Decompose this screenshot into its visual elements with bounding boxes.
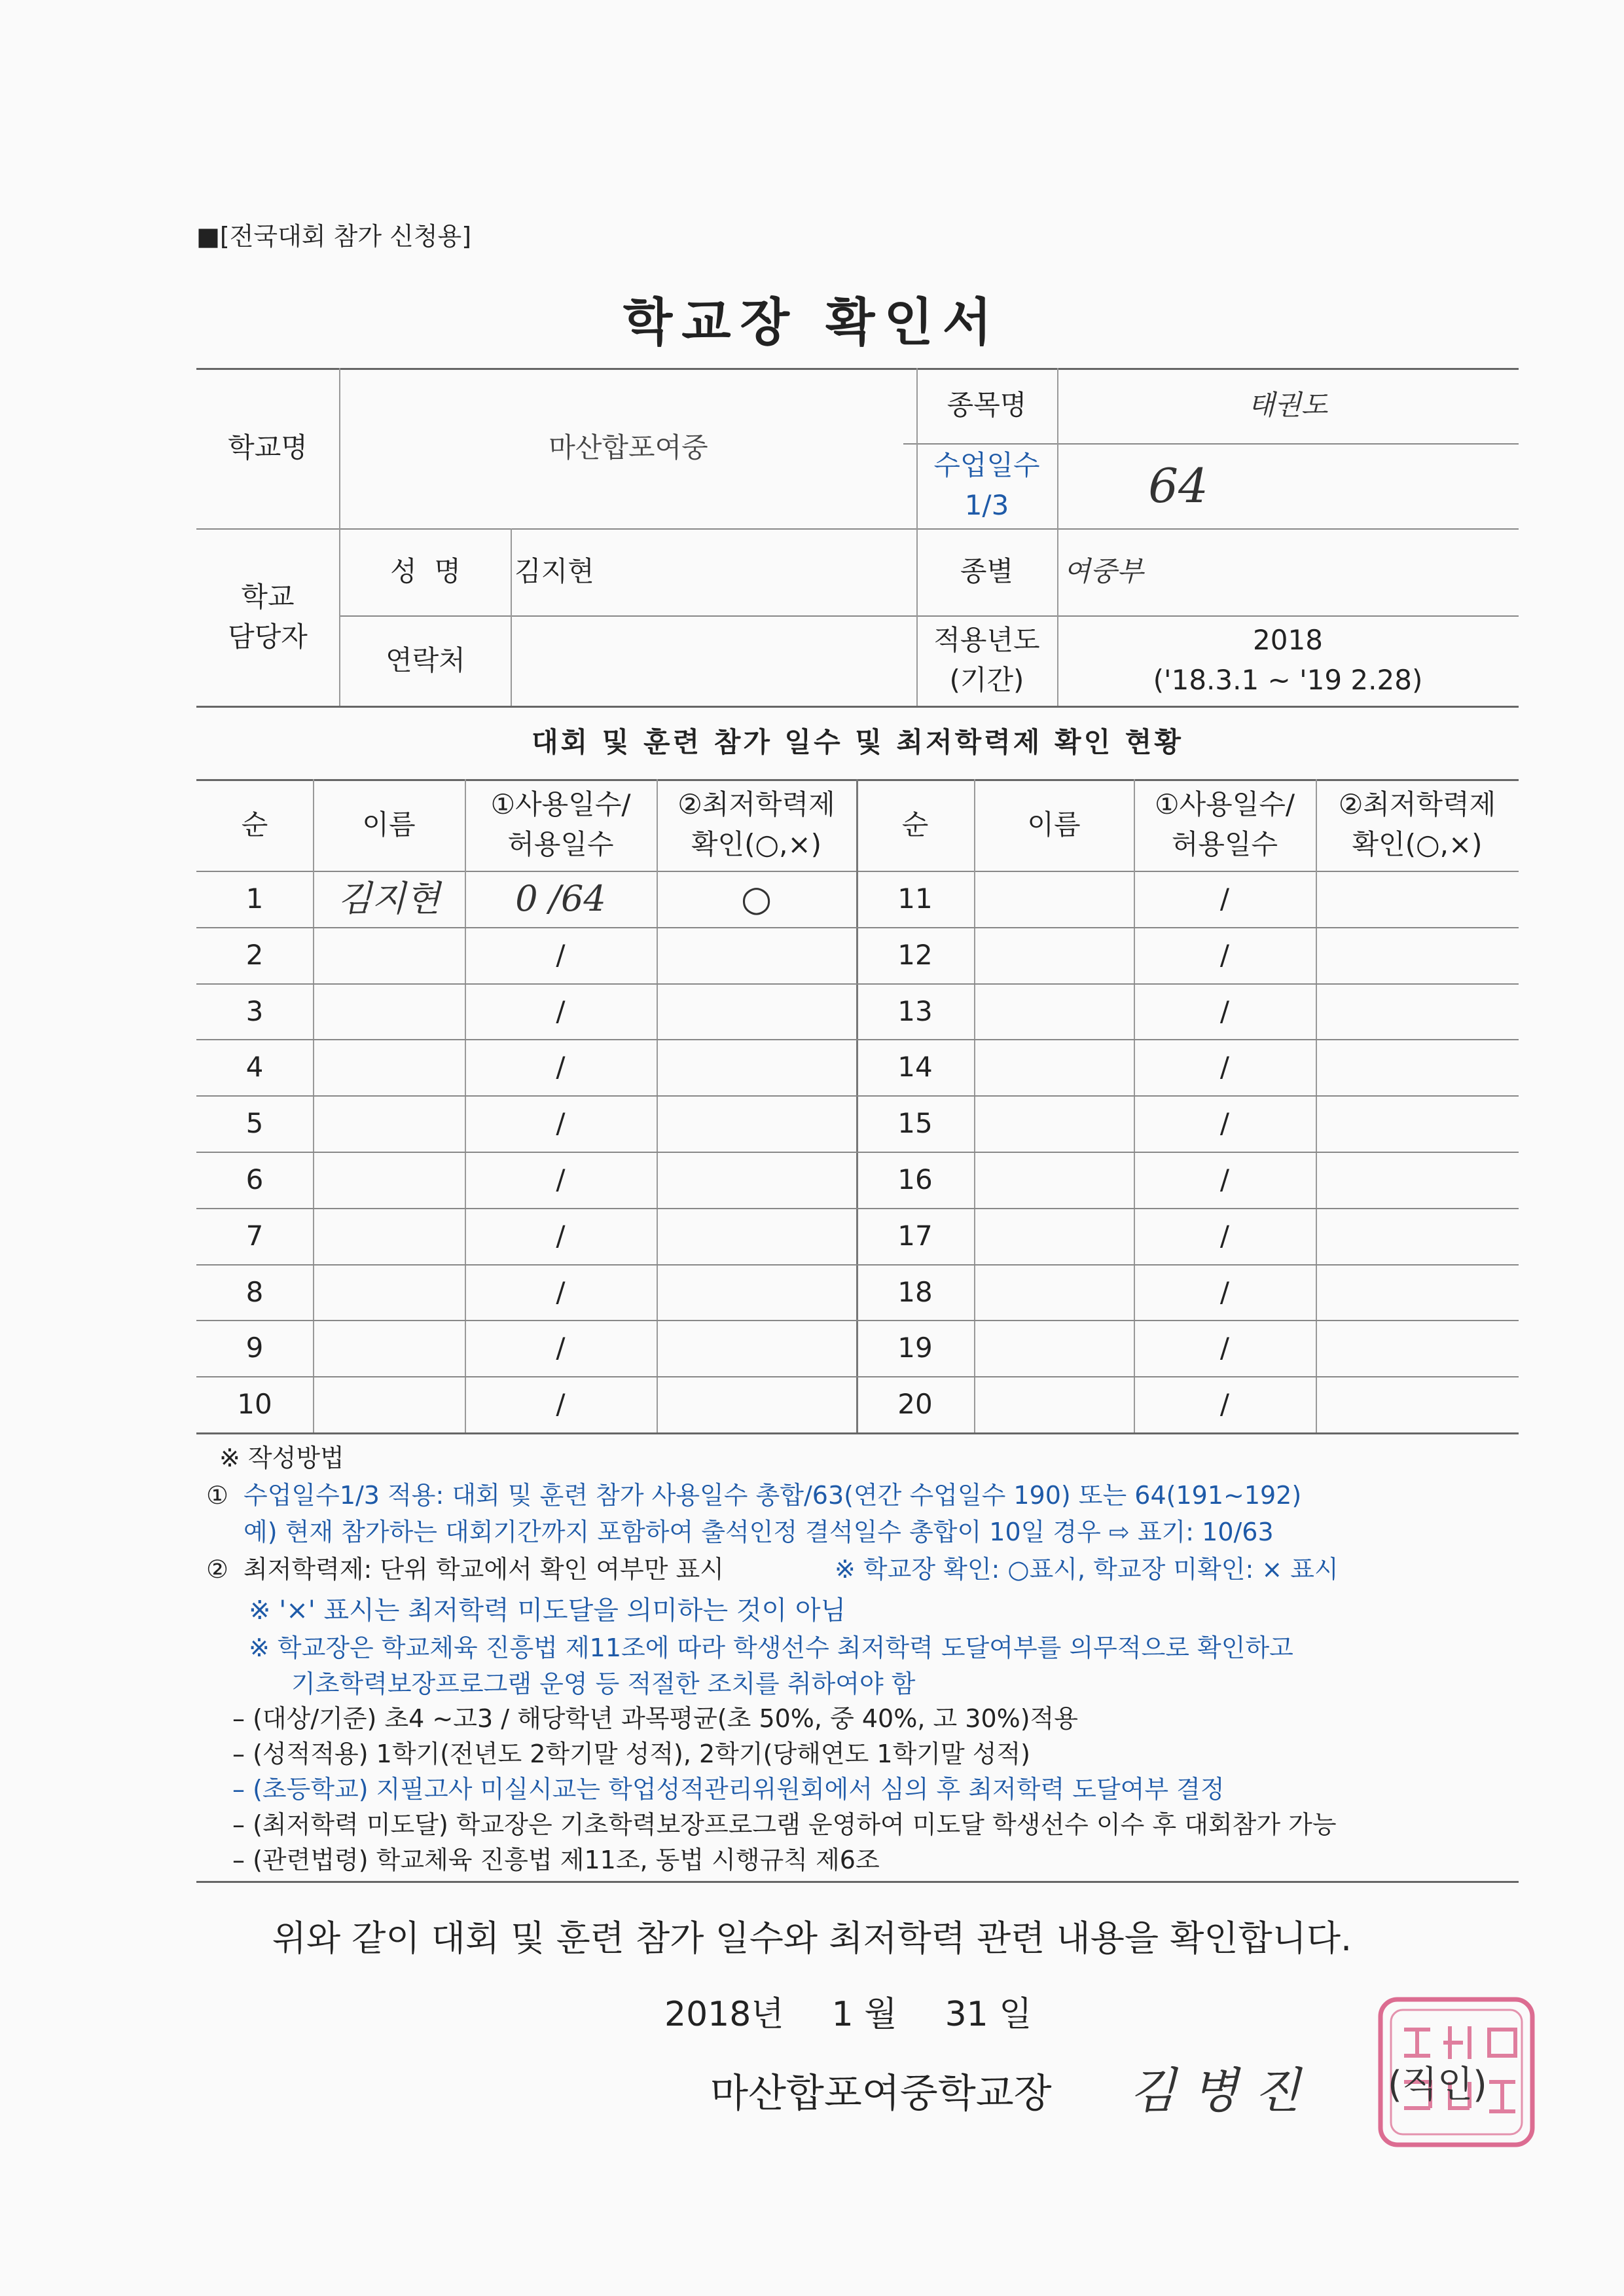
- table-cell-left-name: [313, 1376, 465, 1432]
- table-cell-right-name: [974, 1152, 1134, 1208]
- table-cell-right-name: [974, 927, 1134, 983]
- table-cell-left-check: ○: [740, 877, 772, 919]
- note4-line1: ※ 학교장은 학교체육 진흥법 제11조에 따라 학생선수 최저학력 도달여부를 의무적으로 확인하고: [249, 1633, 1293, 1662]
- table-cell-left-days: /: [556, 1331, 566, 1364]
- col-name-left: 이름: [362, 808, 416, 841]
- table-cell-right-check: [1316, 1376, 1519, 1432]
- contact-value: [511, 615, 916, 706]
- table-cell-left-name: [313, 1039, 465, 1095]
- signer-title: 마산합포여중학교장: [710, 2071, 1052, 2117]
- col-days-left-line2: 허용일수: [507, 828, 614, 860]
- table-cell-left-days: /: [556, 1163, 566, 1195]
- table-cell-left-days: /: [556, 994, 566, 1027]
- event-label: 종목명: [947, 389, 1027, 422]
- table-cell-right-days: /: [1219, 1331, 1230, 1364]
- seal-label: (직인): [1388, 2064, 1487, 2106]
- table-cell-left-days: 0 /64: [515, 877, 606, 919]
- table-cell-right-no: 15: [897, 1106, 933, 1139]
- col-check-left: [657, 779, 856, 871]
- table-cell-right-name: [974, 1095, 1134, 1152]
- table-cell-left-no: 8: [245, 1275, 264, 1308]
- table-cell-right-days: /: [1219, 1387, 1230, 1420]
- table-cell-right-no: 16: [897, 1163, 933, 1195]
- table-cell-right-days: /: [1219, 938, 1230, 971]
- table-cell-right-days: /: [1219, 1106, 1230, 1139]
- date-month: 1: [831, 1995, 854, 2034]
- table-cell-left-check: [657, 1039, 856, 1095]
- table-cell-left-check: [657, 1264, 856, 1321]
- table-cell-left-check: [657, 1376, 856, 1432]
- col-check-left-line1: ②최저학력제: [677, 788, 835, 821]
- note1-line2: 예) 현재 참가하는 대회기간까지 포함하여 출석인정 결석일수 총합이 10일 경우 ⇨ 표기: 10/63: [244, 1518, 1274, 1546]
- staff-label-line1: 학교: [241, 580, 295, 613]
- note1-line1: 수업일수1/3 적용: 대회 및 훈련 참가 사용일수 총합/63(연간 수업일수 190) 또는 64(191~192): [244, 1481, 1302, 1510]
- table-cell-right-check: [1316, 871, 1519, 927]
- table-cell-left-check: [657, 1320, 856, 1376]
- table-cell-right-name: [974, 1376, 1134, 1432]
- table-cell-left-name: [313, 1320, 465, 1376]
- col-check-right-line1: ②최저학력제: [1338, 788, 1496, 821]
- table-cell-right-check: [1316, 1264, 1519, 1321]
- table-cell-left-no: 2: [245, 938, 264, 971]
- note2-line2: ※ 학교장 확인: ○표시, 학교장 미확인: × 표시: [835, 1555, 1339, 1584]
- detail5: – (관련법령) 학교체육 진흥법 제11조, 동법 시행규칙 제6조: [232, 1846, 880, 1874]
- year-value: [1057, 615, 1519, 706]
- table-cell-left-check: [657, 1152, 856, 1208]
- table-cell-right-no: 12: [897, 938, 933, 971]
- class-days-label-line2: 1/3: [964, 489, 1009, 521]
- col-check-right: [1316, 779, 1519, 871]
- note4-line2: 기초학력보장프로그램 운영 등 적절한 조치를 취하여야 함: [291, 1669, 916, 1698]
- document-title: 학교장 확인서: [623, 293, 1001, 352]
- table-cell-right-no: 14: [897, 1050, 933, 1083]
- staff-label: [196, 528, 339, 706]
- col-days-right: [1134, 779, 1316, 871]
- event-value: 태권도: [1248, 389, 1328, 422]
- date-day-unit: 일: [999, 1995, 1032, 2034]
- table-cell-left-no: 6: [245, 1163, 264, 1195]
- table-cell-left-check: [657, 927, 856, 983]
- col-days-right-line2: 허용일수: [1171, 828, 1278, 860]
- table-cell-left-days: /: [556, 1219, 566, 1252]
- col-check-left-line2: 확인(○,×): [691, 828, 822, 860]
- table-cell-right-no: 18: [897, 1275, 933, 1308]
- table-cell-left-no: 3: [245, 994, 264, 1027]
- name-value: 김지현: [514, 555, 594, 588]
- table-cell-left-name: [313, 1208, 465, 1264]
- table-cell-left-check: [657, 1095, 856, 1152]
- table-cell-left-name: [313, 983, 465, 1040]
- col-order-right: 순: [901, 808, 929, 841]
- table-cell-left-check: [657, 983, 856, 1040]
- detail4: – (최저학력 미도달) 학교장은 기초학력보장프로그램 운영하여 미도달 학생선수 이수 후 대회참가 가능: [232, 1810, 1337, 1839]
- gender-label: 종별: [960, 555, 1014, 588]
- section-title: 대회 및 훈련 참가 일수 및 최저학력제 확인 현황: [532, 725, 1183, 758]
- detail3: – (초등학교) 지필고사 미실시교는 학업성적관리위원회에서 심의 후 최저학력 도달여부 결정: [232, 1775, 1225, 1804]
- detail2: – (성적적용) 1학기(전년도 2학기말 성적), 2학기(당해연도 1학기말 성적): [232, 1740, 1030, 1768]
- class-days-label: [916, 443, 1057, 528]
- table-cell-left-days: /: [556, 1050, 566, 1083]
- table-cell-right-no: 19: [897, 1331, 933, 1364]
- year-label: [916, 615, 1057, 706]
- table-cell-left-days: /: [556, 938, 566, 971]
- confirmation-text: 위와 같이 대회 및 훈련 참가 일수와 최저학력 관련 내용을 확인합니다.: [272, 1918, 1352, 1959]
- table-cell-right-name: [974, 871, 1134, 927]
- class-days-label-line1: 수업일수: [933, 449, 1040, 482]
- table-cell-left-days: /: [556, 1106, 566, 1139]
- year-value-line1: 2018: [1253, 624, 1323, 657]
- year-value-line2: ('18.3.1 ~ '19 2.28): [1153, 664, 1423, 696]
- table-cell-left-check: [657, 1208, 856, 1264]
- table-cell-right-days: /: [1219, 1275, 1230, 1308]
- form-type-tag: ■[전국대회 참가 신청용]: [196, 222, 472, 251]
- note2-mark: ②: [206, 1555, 229, 1584]
- table-cell-left-days: /: [556, 1387, 566, 1420]
- col-name-right: 이름: [1027, 808, 1081, 841]
- table-cell-left-name: [313, 927, 465, 983]
- table-cell-right-check: [1316, 1152, 1519, 1208]
- staff-label-line2: 담당자: [228, 620, 308, 653]
- table-cell-right-check: [1316, 927, 1519, 983]
- date-month-unit: 월: [864, 1995, 897, 2034]
- note1-mark: ①: [206, 1481, 229, 1510]
- table-cell-left-name: [313, 1152, 465, 1208]
- table-cell-right-days: /: [1219, 1219, 1230, 1252]
- table-cell-left-days: /: [556, 1275, 566, 1308]
- table-cell-right-no: 17: [897, 1219, 933, 1252]
- table-cell-left-name: 김지현: [337, 877, 441, 919]
- year-label-line2: (기간): [949, 664, 1024, 696]
- gender-value: 여중부: [1064, 555, 1144, 588]
- table-cell-right-no: 20: [897, 1387, 933, 1420]
- table-cell-left-no: 4: [245, 1050, 264, 1083]
- table-cell-left-no: 1: [245, 882, 264, 915]
- table-cell-right-days: /: [1219, 994, 1230, 1027]
- contact-label: 연락처: [386, 644, 465, 676]
- detail1: – (대상/기준) 초4 ~고3 / 해당학년 과목평균(초 50%, 중 40%, 고 30%)적용: [232, 1704, 1078, 1733]
- table-cell-right-name: [974, 1320, 1134, 1376]
- date-day: 31: [945, 1995, 988, 2034]
- school-name-label: 학교명: [228, 431, 308, 464]
- col-days-left: [465, 779, 657, 871]
- table-cell-left-no: 9: [245, 1331, 264, 1364]
- table-cell-left-no: 5: [245, 1106, 264, 1139]
- table-cell-right-name: [974, 1208, 1134, 1264]
- table-cell-right-name: [974, 983, 1134, 1040]
- table-cell-right-name: [974, 1039, 1134, 1095]
- class-days-value: 64: [1148, 458, 1208, 513]
- table-cell-right-check: [1316, 1095, 1519, 1152]
- note2-line1: 최저학력제: 단위 학교에서 확인 여부만 표시: [244, 1555, 724, 1584]
- col-order-left: 순: [241, 808, 268, 841]
- table-cell-right-days: /: [1219, 1050, 1230, 1083]
- year-label-line1: 적용년도: [933, 624, 1040, 657]
- table-cell-left-name: [313, 1095, 465, 1152]
- table-cell-right-check: [1316, 983, 1519, 1040]
- name-label: 성 명: [390, 555, 461, 588]
- table-cell-right-no: 13: [897, 994, 933, 1027]
- instructions-heading: ※ 작성방법: [219, 1444, 344, 1472]
- date: [664, 1986, 1032, 2035]
- note3: ※ '×' 표시는 최저학력 미도달을 의미하는 것이 아님: [249, 1595, 846, 1626]
- school-name-value: 마산합포여중: [549, 431, 708, 464]
- date-year: 2018년: [664, 1995, 784, 2034]
- table-cell-right-check: [1316, 1039, 1519, 1095]
- table-cell-right-name: [974, 1264, 1134, 1321]
- table-cell-left-name: [313, 1264, 465, 1321]
- col-days-right-line1: ①사용일수/: [1154, 788, 1295, 821]
- col-days-left-line1: ①사용일수/: [490, 788, 631, 821]
- col-check-right-line2: 확인(○,×): [1352, 828, 1483, 860]
- table-cell-right-no: 11: [897, 882, 933, 915]
- table-cell-right-days: /: [1219, 882, 1230, 915]
- table-cell-right-check: [1316, 1208, 1519, 1264]
- table-cell-right-check: [1316, 1320, 1519, 1376]
- signature: 김 병 진: [1129, 2063, 1301, 2119]
- table-cell-left-no: 7: [245, 1219, 264, 1252]
- table-cell-left-no: 10: [237, 1387, 272, 1420]
- table-cell-right-days: /: [1219, 1163, 1230, 1195]
